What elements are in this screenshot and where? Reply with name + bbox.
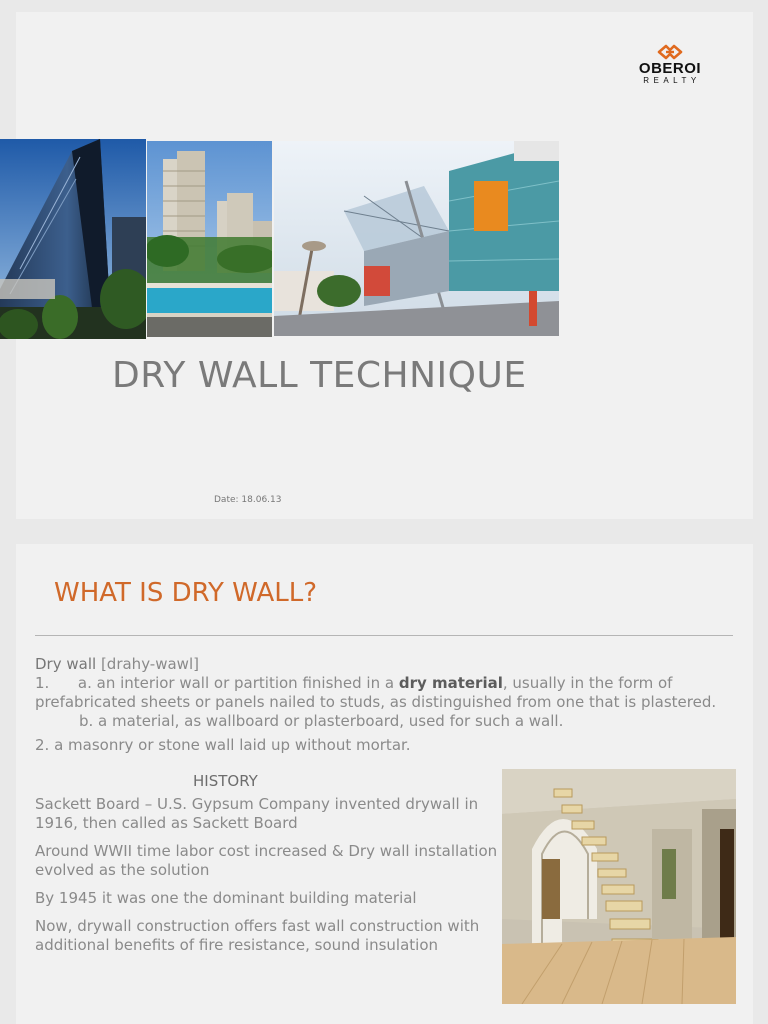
pronunciation: [drahy-wawl] (100, 655, 199, 673)
definition-term: Dry wall (35, 655, 97, 673)
definition-2: 2. a masonry or stone wall laid up without mortar. (35, 736, 411, 754)
tower-photo (0, 139, 146, 339)
title-divider (35, 635, 733, 636)
oberoi-emblem-icon (655, 44, 685, 60)
history-item: Around WWII time labor cost increased & Dry wall installation evolved as the solution (35, 842, 498, 879)
definition-1a-text: a. an interior wall or partition finished in a (77, 674, 399, 692)
pool-photo (147, 141, 272, 337)
slide-title: WHAT IS DRY WALL? (54, 578, 318, 608)
definition-1b: b. a material, as wallboard or plasterboard, used for such a wall. (79, 712, 564, 730)
presentation-date: Date: 18.06.13 (214, 495, 282, 505)
drywall-staircase-photo (502, 769, 736, 1004)
title-slide (16, 12, 753, 519)
logo-subtext: REALTY (643, 76, 701, 85)
definition-number: 1. (35, 674, 50, 692)
definition-1a-text-end: , usually in the form of prefabricated sheets or panels nailed to studs, as distinguished from one that is plastered. (35, 674, 717, 711)
definition-1a (35, 674, 725, 712)
history-item: By 1945 it was one the dominant building material (35, 889, 417, 907)
mall-photo (274, 141, 559, 336)
content-slide (16, 544, 753, 1024)
definition-1a-emphasis: dry material (398, 674, 503, 692)
history-item: Sackett Board – U.S. Gypsum Company invented drywall in 1916, then called as Sackett Board (35, 795, 479, 832)
presentation-title: DRY WALL TECHNIQUE (112, 355, 527, 396)
logo-text: OBEROI (638, 60, 702, 77)
definition-term-line (35, 655, 725, 674)
history-heading: HISTORY (193, 772, 258, 790)
history-item: Now, drywall construction offers fast wall construction with additional benefits of fire resistance, sound insulation (35, 917, 480, 954)
oberoi-realty-logo (625, 44, 715, 86)
